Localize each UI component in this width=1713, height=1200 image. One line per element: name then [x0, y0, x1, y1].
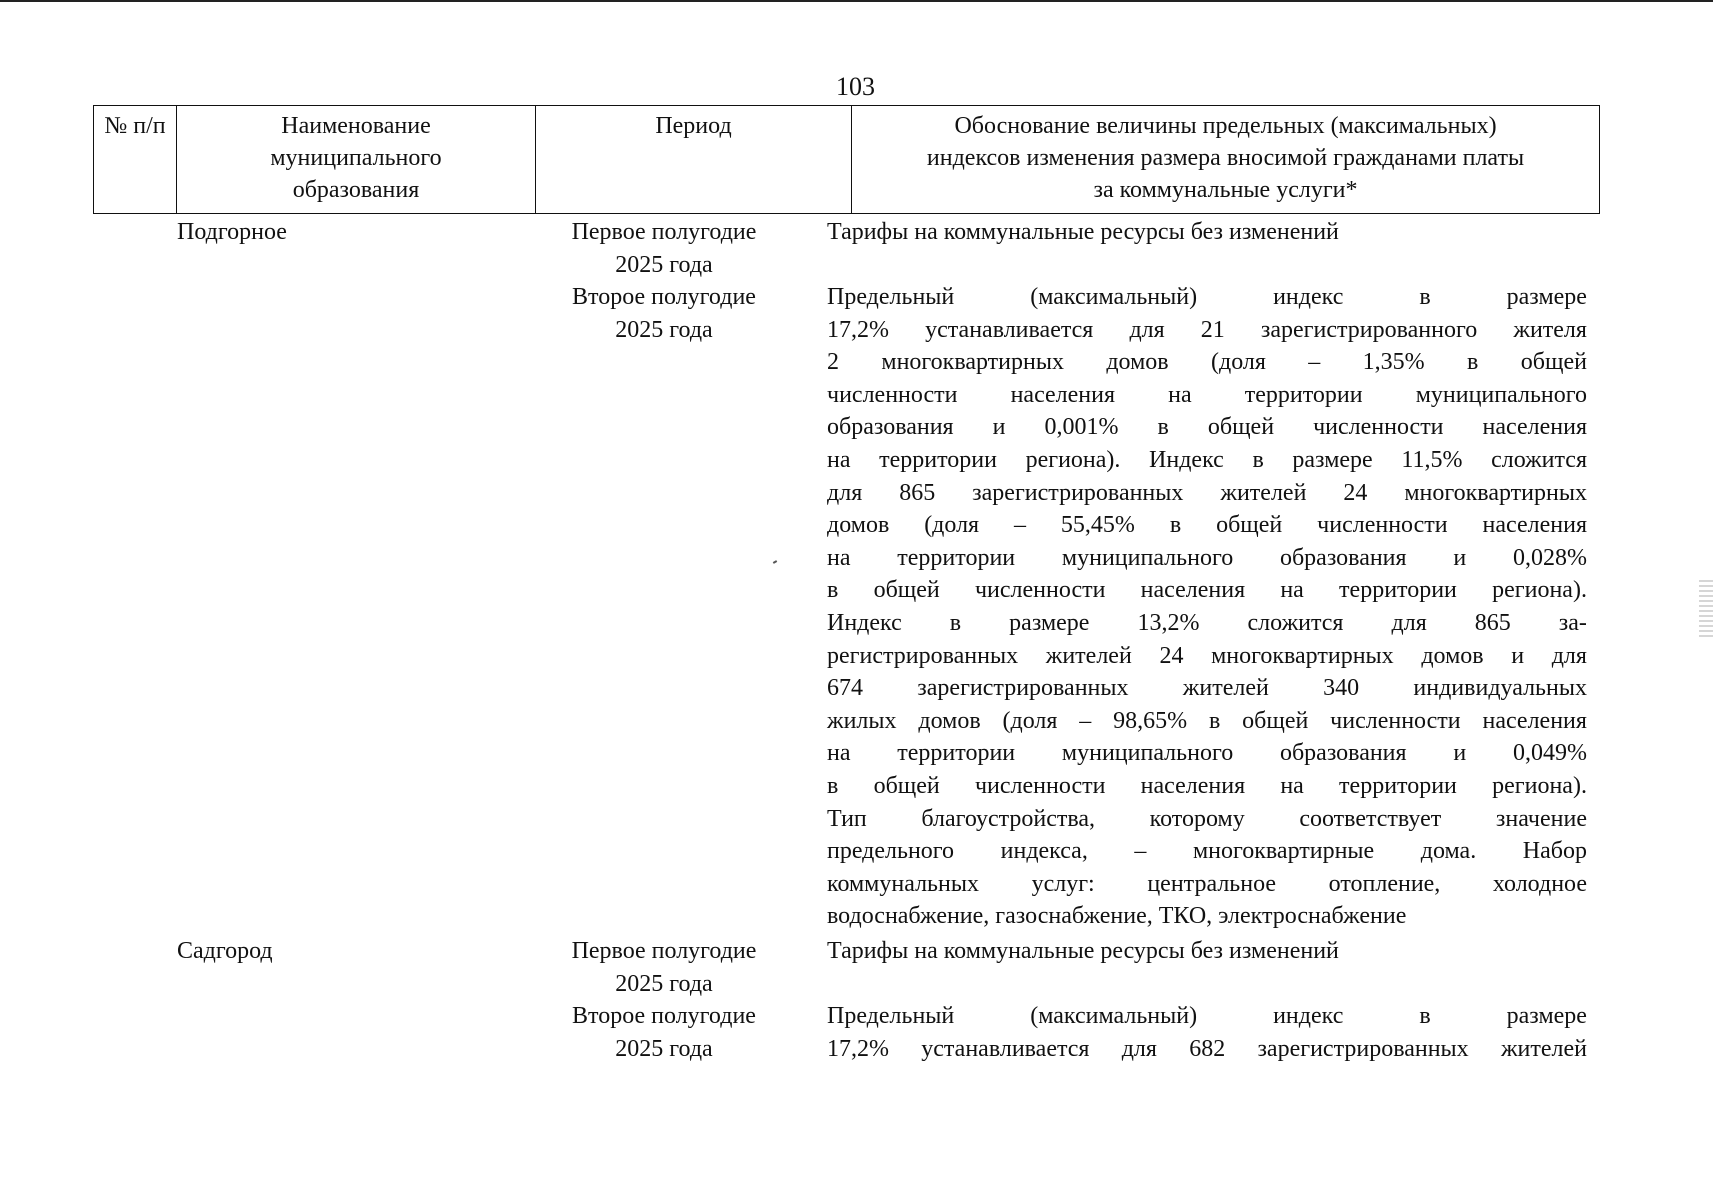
- basis-word: на: [827, 446, 851, 473]
- basis-line: [827, 1033, 1587, 1066]
- header-municipality-line: муниципального: [270, 145, 442, 171]
- basis-word: –: [1308, 349, 1321, 376]
- basis-word: и: [1453, 544, 1467, 571]
- basis-word: общей: [1520, 349, 1587, 376]
- basis-word: в: [1419, 1003, 1431, 1029]
- basis-line: [827, 737, 1587, 770]
- basis-word: на: [1280, 772, 1304, 799]
- basis-word: дома.: [1420, 838, 1477, 865]
- table-header: [93, 105, 1600, 214]
- basis-word: зарегистрированных: [972, 479, 1184, 506]
- basis-line: [827, 411, 1587, 444]
- header-municipality-column: [177, 106, 536, 214]
- basis-index-description: [827, 1000, 1587, 1065]
- basis-word: (доля: [1002, 707, 1058, 734]
- header-basis-column: [852, 106, 1600, 214]
- basis-word: населения: [1140, 772, 1246, 799]
- basis-word: в: [949, 609, 962, 636]
- basis-word: зарегистрированных: [917, 675, 1129, 702]
- basis-word: 865: [899, 479, 936, 506]
- basis-line: [827, 705, 1587, 738]
- basis-word: территории: [1339, 577, 1457, 604]
- basis-word: и: [1453, 740, 1467, 767]
- header-basis-line: за коммунальные услуги*: [1093, 177, 1358, 203]
- basis-word: холодное: [1492, 870, 1587, 897]
- basis-word: общей: [873, 772, 940, 799]
- basis-word: услуг:: [1031, 870, 1095, 897]
- basis-word: многоквартирных: [1404, 479, 1587, 506]
- header-number-column: № п/п: [94, 106, 177, 214]
- basis-word: Предельный: [827, 1003, 955, 1029]
- basis-word: 0,028%: [1512, 544, 1587, 571]
- period-line: Второе полугодие: [572, 284, 756, 310]
- basis-word: 21: [1200, 316, 1225, 343]
- basis-index-description: [827, 281, 1587, 933]
- basis-no-change: Тарифы на коммунальные ресурсы без изменений: [827, 938, 1339, 964]
- header-basis-line: Обоснование величины предельных (максимальных): [954, 113, 1497, 139]
- page-top-border: [0, 0, 1713, 2]
- basis-word: численности: [974, 577, 1106, 604]
- basis-word: центральное: [1147, 870, 1277, 897]
- basis-word: численности: [827, 381, 958, 408]
- basis-word: –: [1014, 512, 1026, 539]
- basis-word: 674: [827, 675, 863, 702]
- basis-word: (максимальный): [1030, 1003, 1198, 1029]
- basis-word: домов: [918, 707, 981, 734]
- basis-word: 0,049%: [1512, 740, 1587, 767]
- basis-word: 17,2%: [827, 316, 889, 343]
- basis-word: территории: [879, 446, 997, 473]
- basis-word: Тип: [827, 805, 867, 832]
- basis-word: 98,65%: [1113, 707, 1188, 734]
- basis-word: –: [1079, 707, 1092, 734]
- basis-word: для: [1391, 609, 1427, 636]
- basis-line: [827, 770, 1587, 803]
- basis-word: многоквартирных: [881, 349, 1064, 376]
- basis-line: [827, 444, 1587, 477]
- basis-line: [827, 314, 1587, 347]
- basis-word: предельного: [827, 838, 955, 865]
- basis-word: населения: [1482, 414, 1587, 441]
- basis-word: в: [1208, 707, 1221, 734]
- basis-word: в: [1252, 446, 1264, 473]
- basis-word: муниципального: [1061, 544, 1234, 571]
- basis-word: региона).: [1492, 577, 1587, 604]
- basis-line: [827, 640, 1587, 673]
- basis-word: 17,2%: [827, 1035, 889, 1062]
- header-municipality-line: образования: [292, 177, 420, 203]
- basis-word: (максимальный): [1030, 284, 1198, 310]
- period-first-half: [548, 935, 780, 1000]
- basis-word: сложится: [1247, 609, 1344, 636]
- basis-word: численности: [1313, 414, 1444, 441]
- basis-word: 24: [1159, 642, 1184, 669]
- basis-word: в: [827, 772, 839, 799]
- basis-word: 0,001%: [1044, 414, 1119, 441]
- basis-word: коммунальных: [827, 870, 979, 897]
- municipality-name: Подгорное: [177, 219, 287, 245]
- basis-word: для: [1551, 642, 1587, 669]
- basis-word: отопление,: [1328, 870, 1441, 897]
- basis-word: образования: [1279, 740, 1407, 767]
- basis-word: 11,5%: [1401, 446, 1463, 473]
- period-first-half: [548, 216, 780, 281]
- basis-word: численности: [974, 772, 1106, 799]
- basis-word: общей: [1207, 414, 1275, 441]
- basis-word: общей: [1216, 512, 1283, 539]
- basis-word: зарегистрированного: [1260, 316, 1478, 343]
- basis-line: [827, 574, 1587, 607]
- basis-word: за-: [1558, 609, 1587, 636]
- basis-word: на: [1280, 577, 1304, 604]
- basis-word: муниципального: [1415, 381, 1587, 408]
- basis-line: [827, 672, 1587, 705]
- basis-word: размере: [1292, 446, 1373, 473]
- basis-word: населения: [1482, 707, 1587, 734]
- period-line: Первое полугодие: [571, 938, 757, 964]
- basis-word: общей: [873, 577, 940, 604]
- basis-word: (доля: [924, 512, 980, 539]
- basis-word: домов: [1421, 642, 1484, 669]
- basis-line: [827, 379, 1587, 412]
- basis-word: на: [827, 544, 851, 571]
- basis-line: [827, 868, 1587, 901]
- basis-word: жителей: [1220, 479, 1307, 506]
- basis-word: значение: [1495, 805, 1587, 832]
- basis-no-change: Тарифы на коммунальные ресурсы без изменений: [827, 219, 1339, 245]
- basis-word: территории: [897, 544, 1016, 571]
- basis-word: домов: [827, 512, 890, 539]
- basis-word: 340: [1323, 675, 1360, 702]
- basis-word: размере: [1009, 609, 1090, 636]
- basis-word: 865: [1474, 609, 1511, 636]
- basis-word: и: [1511, 642, 1525, 669]
- basis-line: [827, 1000, 1587, 1033]
- period-line: 2025 года: [615, 970, 713, 997]
- basis-line: [827, 803, 1587, 836]
- basis-line: [827, 281, 1587, 314]
- basis-word: в: [827, 577, 839, 604]
- basis-word: жителей: [1045, 642, 1132, 669]
- basis-word: устанавливается: [925, 316, 1094, 343]
- period-line: 2025 года: [615, 251, 713, 278]
- header-municipality-line: Наименование: [281, 113, 431, 139]
- basis-word: которому: [1149, 805, 1245, 832]
- municipality-name: Садгород: [177, 938, 273, 964]
- scan-edge-artifact: [1699, 580, 1713, 640]
- basis-word: 24: [1343, 479, 1368, 506]
- basis-word: региона).: [1025, 446, 1121, 473]
- basis-line: [827, 346, 1587, 379]
- basis-word: для: [1129, 316, 1165, 343]
- basis-word: на: [1168, 381, 1192, 408]
- basis-word: жилых: [827, 707, 897, 734]
- basis-word: территории: [897, 740, 1016, 767]
- basis-word: в: [1157, 414, 1169, 441]
- basis-word: многоквартирных: [1211, 642, 1394, 669]
- basis-line: [827, 477, 1587, 510]
- header-period-column: Период: [536, 106, 852, 214]
- basis-word: Индекс: [1149, 446, 1224, 473]
- basis-word: индекс: [1273, 284, 1344, 310]
- basis-word: 55,45%: [1060, 512, 1135, 539]
- basis-word: 682: [1189, 1035, 1226, 1062]
- period-line: 2025 года: [615, 1035, 713, 1062]
- basis-word: и: [992, 414, 1006, 441]
- basis-word: регистрированных: [827, 642, 1019, 669]
- basis-word: 1,35%: [1362, 349, 1425, 376]
- period-line: Первое полугодие: [571, 219, 757, 245]
- basis-word: сложится: [1491, 446, 1587, 473]
- basis-word: образования: [827, 414, 954, 441]
- basis-word: населения: [1140, 577, 1246, 604]
- basis-word: жителей: [1182, 675, 1269, 702]
- basis-word: жителей: [1500, 1035, 1587, 1062]
- header-row: [94, 106, 1600, 214]
- basis-word: Индекс: [827, 609, 902, 636]
- basis-line: водоснабжение, газоснабжение, ТКО, электроснабжение: [827, 903, 1407, 930]
- basis-word: –: [1134, 838, 1147, 865]
- basis-word: населения: [1010, 381, 1116, 408]
- basis-line: [827, 509, 1587, 542]
- basis-word: территории: [1244, 381, 1363, 408]
- basis-word: для: [1121, 1035, 1157, 1062]
- basis-word: Предельный: [827, 284, 955, 310]
- basis-word: индивидуальных: [1413, 675, 1587, 702]
- basis-word: региона).: [1492, 772, 1587, 799]
- header-basis-line: индексов изменения размера вносимой гражданами платы: [926, 145, 1525, 171]
- basis-word: индекс: [1273, 1003, 1344, 1029]
- basis-word: многоквартирные: [1192, 838, 1375, 865]
- basis-word: образования: [1279, 544, 1407, 571]
- basis-word: на: [827, 740, 851, 767]
- basis-word: в: [1169, 512, 1182, 539]
- basis-word: зарегистрированных: [1257, 1035, 1469, 1062]
- period-second-half: [548, 281, 780, 346]
- basis-word: размере: [1506, 284, 1587, 310]
- period-second-half: [548, 1000, 780, 1065]
- basis-word: для: [827, 479, 863, 506]
- page-number: 103: [836, 72, 875, 101]
- period-line: 2025 года: [615, 316, 713, 343]
- basis-word: в: [1467, 349, 1479, 376]
- basis-word: 13,2%: [1137, 609, 1200, 636]
- basis-line: [827, 607, 1587, 640]
- basis-word: населения: [1482, 512, 1587, 539]
- scan-speck: [773, 560, 777, 564]
- basis-word: Набор: [1522, 838, 1587, 865]
- basis-word: в: [1419, 284, 1431, 310]
- basis-word: размере: [1506, 1003, 1587, 1029]
- basis-word: численности: [1330, 707, 1461, 734]
- basis-word: устанавливается: [921, 1035, 1090, 1062]
- basis-word: общей: [1242, 707, 1309, 734]
- basis-word: муниципального: [1061, 740, 1234, 767]
- basis-word: домов: [1106, 349, 1169, 376]
- basis-word: численности: [1317, 512, 1448, 539]
- period-line: Второе полугодие: [572, 1003, 756, 1029]
- basis-word: территории: [1339, 772, 1457, 799]
- basis-word: (доля: [1211, 349, 1266, 376]
- basis-word: индекса,: [1000, 838, 1088, 865]
- basis-line: [827, 835, 1587, 868]
- basis-word: 2: [827, 349, 839, 376]
- basis-word: жителя: [1513, 316, 1587, 343]
- basis-word: соответствует: [1299, 805, 1442, 832]
- basis-word: благоустройства,: [921, 805, 1096, 832]
- basis-line: [827, 542, 1587, 575]
